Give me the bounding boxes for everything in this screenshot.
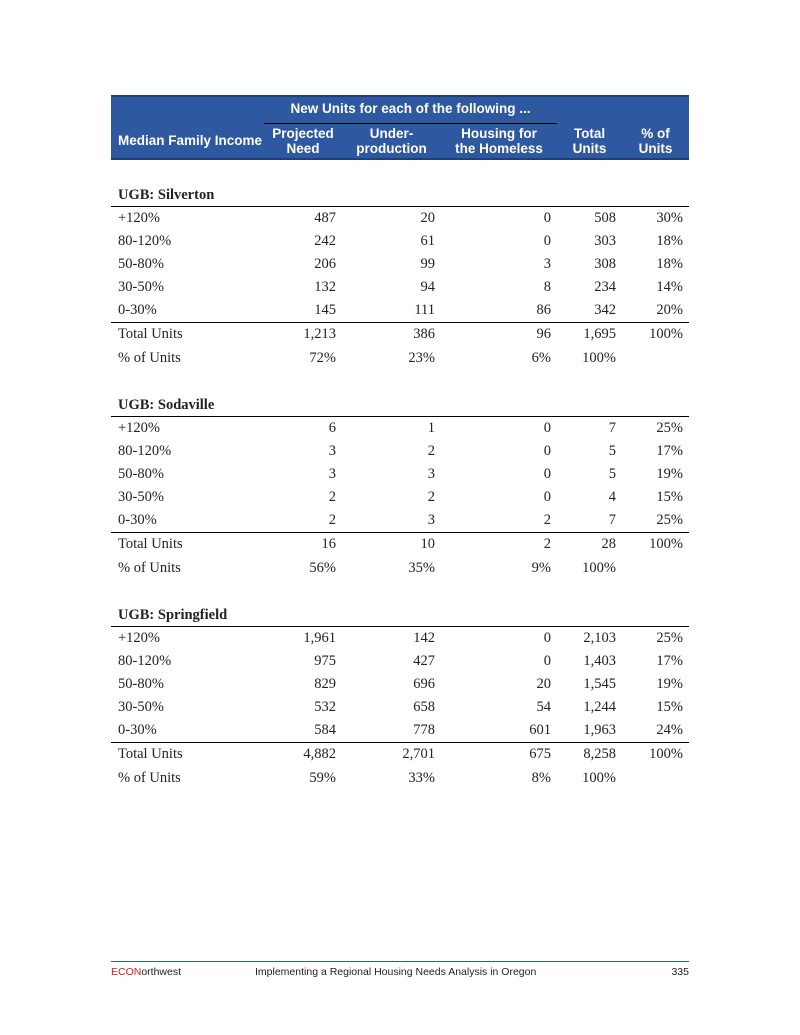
row-label: % of Units (118, 769, 181, 786)
section-heading: UGB: Sodaville (111, 392, 689, 417)
table-row (111, 627, 689, 651)
cell-value: 532 (314, 699, 336, 715)
cell-value: 1,403 (583, 653, 616, 669)
cell-value: 4,882 (303, 746, 336, 762)
cell-value: 1,244 (583, 699, 616, 715)
total-row (111, 323, 689, 347)
housing-units-table (111, 95, 689, 790)
cell-value: 94 (420, 279, 435, 295)
cell-value: 1,961 (303, 630, 336, 646)
section-heading-row (111, 182, 689, 207)
cell-value: 28 (601, 536, 616, 552)
cell-value: 96 (536, 326, 551, 342)
table-row (111, 463, 689, 486)
cell-value: 1,213 (303, 326, 336, 342)
cell-value: 30% (656, 210, 683, 226)
row-label: 30-50% (118, 279, 164, 295)
percent-row (111, 766, 689, 790)
cell-value: 3 (427, 466, 435, 482)
cell-value: 100% (649, 536, 683, 552)
cell-value: 19% (656, 676, 683, 692)
percent-row (111, 346, 689, 370)
cell-value: 658 (413, 699, 435, 715)
cell-value: 111 (342, 299, 441, 323)
cell-value: 100% (649, 326, 683, 342)
cell-value: 0 (543, 210, 551, 226)
cell-value (622, 556, 689, 580)
section-heading-row (111, 392, 689, 417)
table-body (111, 159, 689, 790)
cell-value: 8 (543, 279, 551, 295)
col-header-pct-units: % of Units (622, 124, 689, 160)
row-label: +120% (118, 630, 161, 646)
row-label: 0-30% (111, 509, 264, 533)
cell-value: 54 (536, 699, 551, 715)
col-header-projected-need: Projected Need (264, 124, 342, 160)
col-header-underproduction: Under- production (342, 124, 441, 160)
row-label: 80-120% (118, 443, 172, 459)
cell-value: 675 (529, 746, 551, 762)
cell-value: 16 (321, 536, 336, 552)
cell-value: 72% (309, 349, 336, 366)
cell-value: 0 (543, 653, 551, 669)
row-label: 50-80% (118, 256, 164, 272)
cell-value: 308 (594, 256, 616, 272)
cell-value: 142 (413, 630, 435, 646)
cell-value: 100% (582, 349, 616, 366)
row-label: 30-50% (118, 699, 164, 715)
group-header: New Units for each of the following ... (264, 96, 557, 124)
section-heading: UGB: Springfield (111, 602, 689, 627)
table-row (111, 440, 689, 463)
cell-value: 18% (656, 233, 683, 249)
cell-value: 696 (413, 676, 435, 692)
cell-value: 0 (543, 489, 551, 505)
cell-value: 19% (656, 466, 683, 482)
total-row (111, 743, 689, 767)
row-label: Total Units (118, 746, 183, 762)
row-label: +120% (118, 420, 161, 436)
section-heading-row (111, 602, 689, 627)
cell-value: 342 (557, 299, 622, 323)
cell-value: 15% (656, 489, 683, 505)
cell-value: 100% (582, 769, 616, 786)
row-label: 80-120% (118, 233, 172, 249)
cell-value: 17% (656, 443, 683, 459)
cell-value: 1,695 (583, 326, 616, 342)
cell-value: 86 (441, 299, 557, 323)
cell-value: 0 (543, 443, 551, 459)
cell-value: 2 (427, 489, 435, 505)
cell-value (622, 346, 689, 370)
cell-value: 2 (264, 509, 342, 533)
table-row (111, 253, 689, 276)
cell-value: 3 (328, 466, 336, 482)
row-label: % of Units (118, 349, 181, 366)
cell-value: 9% (531, 559, 551, 576)
footer-title: Implementing a Regional Housing Needs Analysis in Oregon (255, 966, 537, 978)
table-row (111, 276, 689, 299)
cell-value: 234 (594, 279, 616, 295)
cell-value: 206 (314, 256, 336, 272)
row-label: 50-80% (118, 466, 164, 482)
cell-value: 2 (328, 489, 336, 505)
cell-value: 2,103 (583, 630, 616, 646)
cell-value: 2 (441, 509, 557, 533)
brand-logo: ECONorthwest (111, 966, 182, 978)
cell-value: 20% (622, 299, 689, 323)
row-label: 0-30% (111, 299, 264, 323)
cell-value: 20 (420, 210, 435, 226)
row-label: % of Units (118, 559, 181, 576)
table-row (111, 696, 689, 719)
cell-value: 24% (622, 719, 689, 743)
cell-value: 145 (264, 299, 342, 323)
cell-value: 14% (656, 279, 683, 295)
table-row (111, 486, 689, 509)
row-label: 0-30% (111, 719, 264, 743)
row-label: Total Units (118, 536, 183, 552)
cell-value: 7 (557, 509, 622, 533)
cell-value: 132 (314, 279, 336, 295)
table-row (111, 650, 689, 673)
total-row (111, 533, 689, 557)
cell-value: 100% (582, 559, 616, 576)
percent-row (111, 556, 689, 580)
cell-value: 15% (656, 699, 683, 715)
cell-value: 3 (543, 256, 551, 272)
cell-value: 1,963 (557, 719, 622, 743)
cell-value: 35% (408, 559, 435, 576)
cell-value: 33% (408, 769, 435, 786)
cell-value: 2 (427, 443, 435, 459)
section-heading: UGB: Silverton (111, 182, 689, 207)
table-header (111, 96, 689, 159)
cell-value: 508 (594, 210, 616, 226)
cell-value: 7 (608, 420, 616, 436)
cell-value: 1 (427, 420, 435, 436)
cell-value: 386 (413, 326, 435, 342)
cell-value: 829 (314, 676, 336, 692)
cell-value: 61 (420, 233, 435, 249)
table-row (111, 417, 689, 441)
cell-value: 4 (608, 489, 616, 505)
cell-value: 487 (314, 210, 336, 226)
row-label: 30-50% (118, 489, 164, 505)
cell-value: 25% (622, 509, 689, 533)
cell-value: 25% (656, 630, 683, 646)
row-label: Total Units (118, 326, 183, 342)
cell-value: 601 (441, 719, 557, 743)
cell-value (622, 766, 689, 790)
table-row (111, 509, 689, 533)
cell-value: 99 (420, 256, 435, 272)
cell-value: 25% (656, 420, 683, 436)
cell-value: 100% (649, 746, 683, 762)
row-label: 80-120% (118, 653, 172, 669)
cell-value: 975 (314, 653, 336, 669)
cell-value: 6% (531, 349, 551, 366)
table-row (111, 230, 689, 253)
cell-value: 6 (328, 420, 336, 436)
cell-value: 3 (342, 509, 441, 533)
cell-value: 5 (608, 466, 616, 482)
table-row (111, 719, 689, 743)
cell-value: 242 (314, 233, 336, 249)
cell-value: 0 (543, 420, 551, 436)
cell-value: 427 (413, 653, 435, 669)
cell-value: 2,701 (402, 746, 435, 762)
cell-value: 56% (309, 559, 336, 576)
row-label: 50-80% (118, 676, 164, 692)
table-row (111, 207, 689, 231)
page-footer (111, 961, 689, 982)
cell-value: 778 (342, 719, 441, 743)
cell-value: 8,258 (583, 746, 616, 762)
cell-value: 23% (408, 349, 435, 366)
cell-value: 17% (656, 653, 683, 669)
col-header-income: Median Family Income (111, 124, 264, 160)
cell-value: 1,545 (583, 676, 616, 692)
cell-value: 2 (543, 536, 551, 552)
cell-value: 584 (264, 719, 342, 743)
row-label: +120% (118, 210, 161, 226)
table-row (111, 299, 689, 323)
page-number: 335 (671, 966, 689, 978)
cell-value: 10 (420, 536, 435, 552)
table-row (111, 673, 689, 696)
cell-value: 0 (543, 233, 551, 249)
cell-value: 18% (656, 256, 683, 272)
cell-value: 8% (531, 769, 551, 786)
cell-value: 0 (543, 630, 551, 646)
cell-value: 303 (594, 233, 616, 249)
cell-value: 0 (543, 466, 551, 482)
cell-value: 3 (328, 443, 336, 459)
cell-value: 20 (536, 676, 551, 692)
cell-value: 59% (309, 769, 336, 786)
cell-value: 5 (608, 443, 616, 459)
col-header-homeless: Housing for the Homeless (441, 124, 557, 160)
col-header-total-units: Total Units (557, 124, 622, 160)
